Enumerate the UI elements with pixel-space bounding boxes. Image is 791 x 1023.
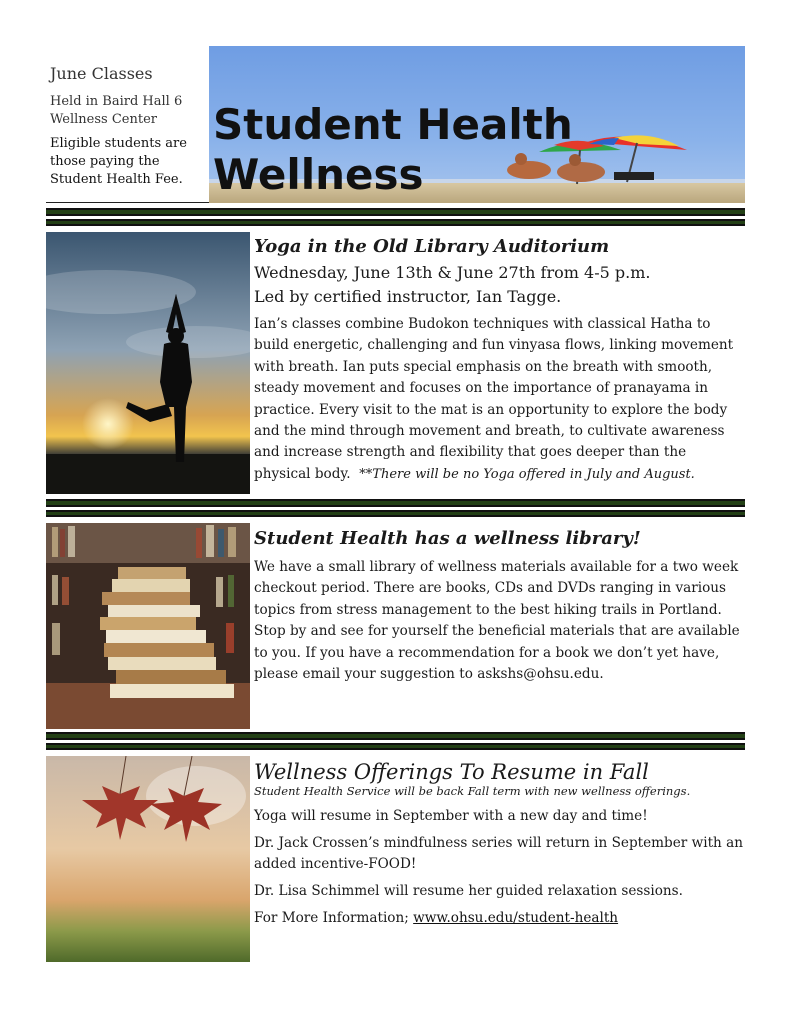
section-divider	[46, 208, 745, 226]
fall-more-info	[254, 908, 744, 929]
banner-title-line2: Wellness	[213, 150, 424, 199]
library-heading: Student Health has a wellness library!	[254, 528, 641, 549]
autumn-maple-leaves-image	[46, 756, 250, 962]
section-divider	[46, 732, 745, 750]
yoga-article	[254, 236, 744, 485]
yoga-silhouette-sunset-image	[46, 232, 250, 494]
yoga-body-text: Ian’s classes combine Budokon techniques with classical Hatha to build energetic, challenging and fun vinyasa flows, linking movement with breath. Ian puts special emphasis on the breath with smooth, steady movement and focuses on the importance of pranayama in practice. Every visit to the mat is an opportunity to explore the body and the mind through movement and breath, to cultivate awareness and increase strength and flexibility that goes deeper than the physical body.	[254, 316, 734, 482]
banner-title-line1: Student Health	[213, 100, 573, 149]
library-article	[254, 528, 744, 685]
fall-more-label: For More Information;	[254, 910, 409, 926]
sidebar-location-line1: Held in Baird Hall 6	[50, 94, 183, 109]
fall-photo	[46, 756, 250, 962]
fall-tagline: Student Health Service will be back Fall term with new wellness offerings.	[254, 784, 691, 798]
yoga-note: **There will be no Yoga offered in July and August.	[359, 466, 695, 482]
yoga-heading: Yoga in the Old Library Auditorium	[254, 236, 610, 257]
fall-article	[254, 760, 744, 935]
fall-item-relaxation: Dr. Lisa Schimmel will resume her guided relaxation sessions.	[254, 883, 683, 899]
yoga-body	[254, 314, 744, 485]
fall-heading: Wellness Offerings To Resume in Fall	[254, 760, 649, 784]
stacked-books-image	[46, 523, 250, 729]
library-photo	[46, 523, 250, 729]
sidebar	[50, 64, 200, 189]
yoga-photo	[46, 232, 250, 494]
yoga-schedule: Wednesday, June 13th & June 27th from 4-5 p.m.	[254, 263, 651, 282]
fall-item-mindfulness: Dr. Jack Crossen’s mindfulness series will return in September with an added incentive-FOOD!	[254, 835, 743, 872]
banner-title	[213, 100, 573, 200]
sidebar-location-line2: Wellness Center	[50, 112, 157, 127]
student-health-link[interactable]: www.ohsu.edu/student-health	[413, 910, 619, 926]
sidebar-title: June Classes	[50, 64, 153, 83]
section-divider	[46, 499, 745, 517]
sidebar-eligibility: Eligible students are those paying the Student Health Fee.	[50, 136, 187, 187]
sidebar-rule	[46, 202, 210, 203]
yoga-instructor: Led by certified instructor, Ian Tagge.	[254, 287, 562, 306]
fall-item-yoga: Yoga will resume in September with a new day and time!	[254, 808, 648, 824]
banner	[209, 46, 745, 203]
library-body: We have a small library of wellness materials available for a two week checkout period. There are books, CDs and DVDs ranging in various topics from stress management to the best hiking trails in Portland. Stop by and see for yourself the beneficial materials that are available to you. If you have a recommendation for a book we don’t yet have, please email your suggestion to askshs@ohsu.edu.	[254, 559, 740, 683]
